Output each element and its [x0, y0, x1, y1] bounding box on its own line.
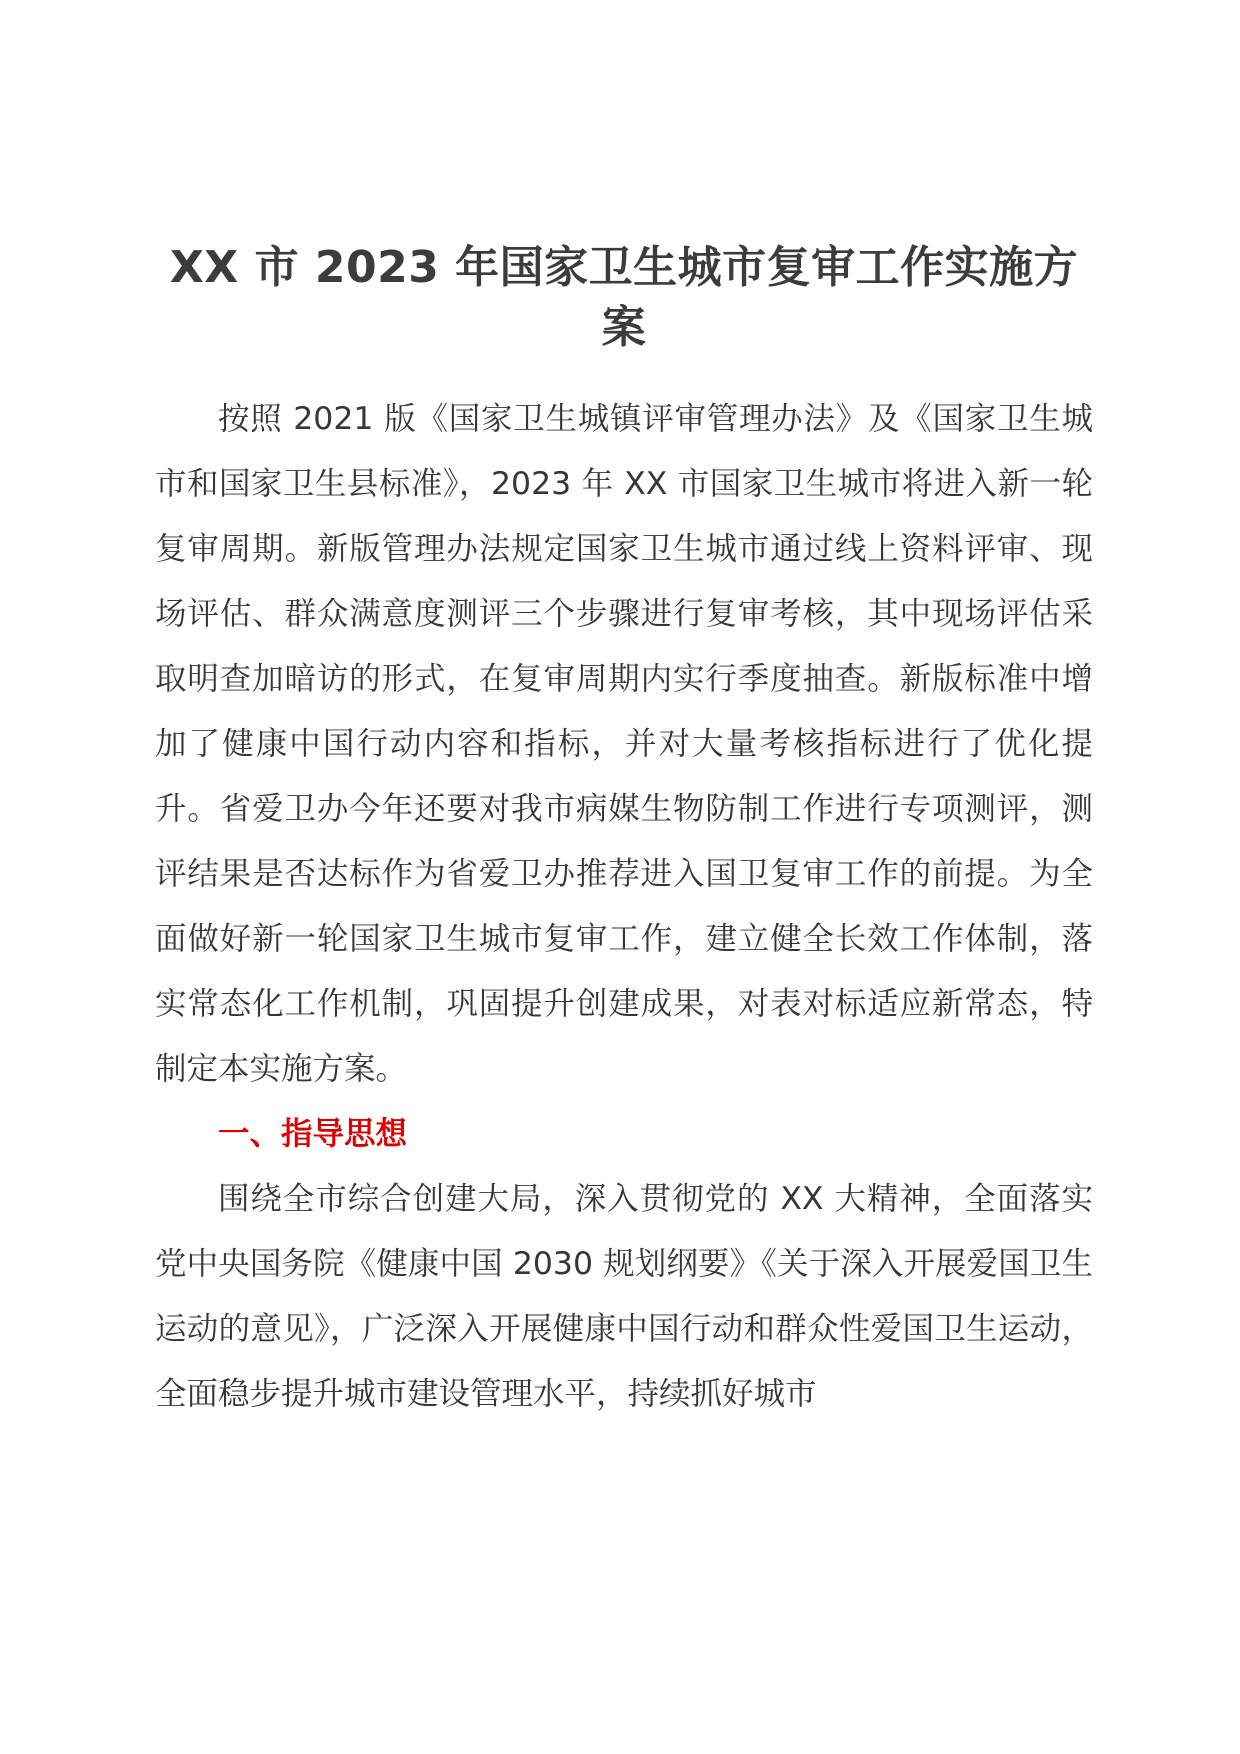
- section-paragraph-guiding-ideology: 围绕全市综合创建大局，深入贯彻党的 XX 大精神，全面落实党中央国务院《健康中国 2030 规划纲要》《关于深入开展爱国卫生运动的意见》，广泛深入开展健康中国行动和群众性爱国卫生运动，全面稳步提升城市建设管理水平，持续抓好城市: [155, 1181, 1093, 1412]
- title-line-2: 案: [601, 302, 647, 353]
- document-title: [155, 238, 1093, 358]
- title-line-1: XX 市 2023 年国家卫生城市复审工作实施方: [169, 242, 1079, 293]
- intro-paragraph: 按照 2021 版《国家卫生城镇评审管理办法》及《国家卫生城市和国家卫生县标准》，2023 年 XX 市国家卫生城市将进入新一轮复审周期。新版管理办法规定国家卫生城市通过线上资料评审、现场评估、群众满意度测评三个步骤进行复审考核，其中现场评估采取明查加暗访的形式，在复审周期内实行季度抽查。新版标准中增加了健康中国行动内容和指标，并对大量考核指标进行了优化提升。省爱卫办今年还要对我市病媒生物防制工作进行专项测评，测评结果是否达标作为省爱卫办推荐进入国卫复审工作的前提。为全面做好新一轮国家卫生城市复审工作，建立健全长效工作体制，落实常态化工作机制，巩固提升创建成果，对表对标适应新常态，特制定本实施方案。: [155, 401, 1093, 1087]
- section-heading-guiding-ideology: 一、指导思想: [218, 1116, 408, 1152]
